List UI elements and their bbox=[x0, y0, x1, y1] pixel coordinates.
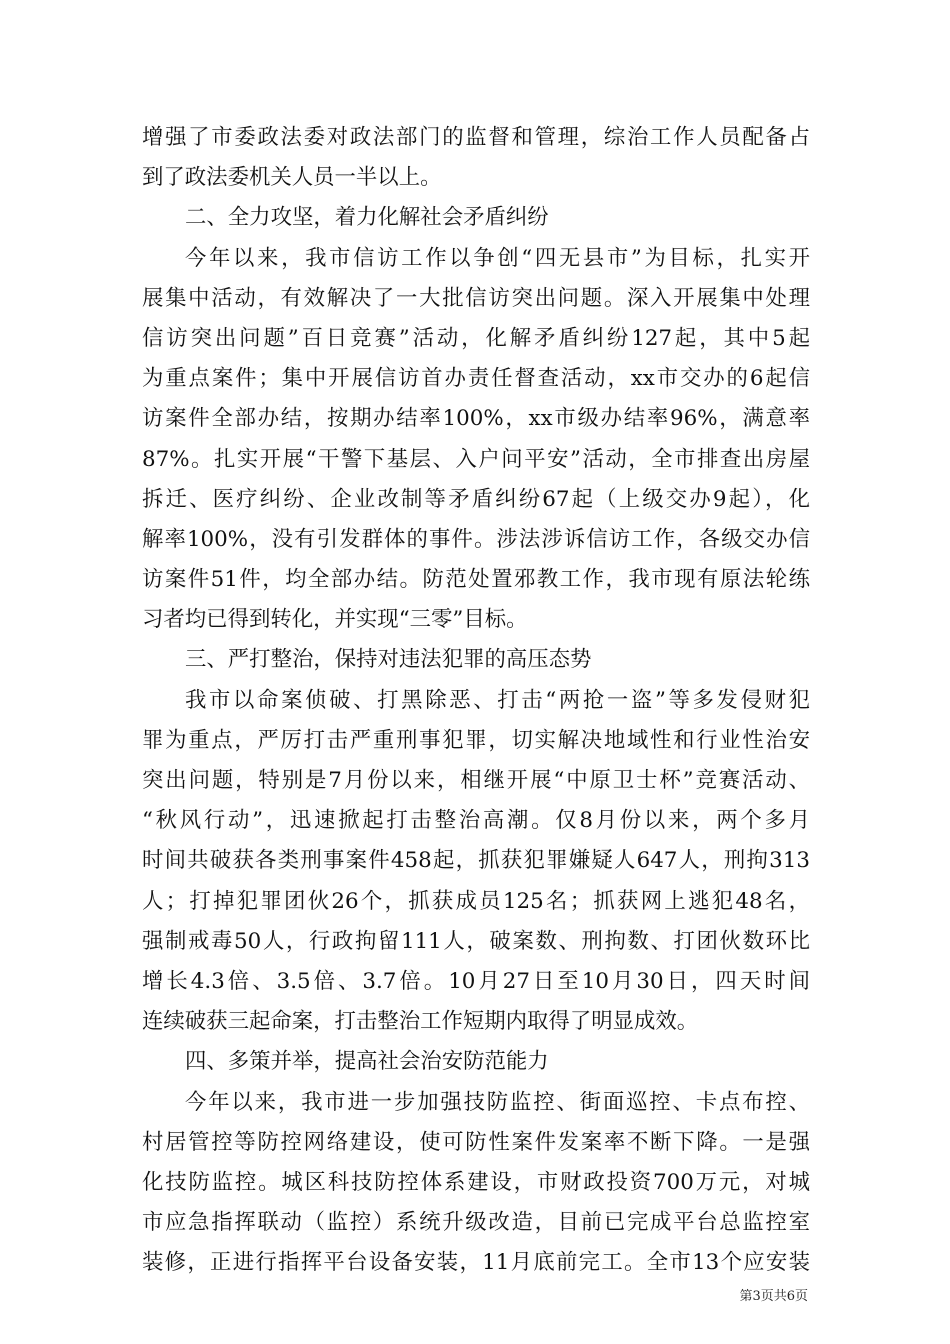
text-line: 我市以命案侦破、打黑除恶、打击“两抢一盗”等多发侵财犯 bbox=[185, 687, 810, 713]
text-line: 村居管控等防控网络建设，使可防性案件发案率不断下降。一是强 bbox=[142, 1129, 810, 1155]
text-line: 罪为重点，严厉打击严重刑事犯罪，切实解决地域性和行业性治安 bbox=[142, 727, 810, 753]
section-heading: 四、多策并举，提高社会治安防范能力 bbox=[185, 1049, 549, 1075]
page-number-label: 第3页共6页 bbox=[739, 1289, 808, 1304]
text-line: 增强了市委政法委对政法部门的监督和管理，综治工作人员配备占 bbox=[142, 125, 810, 150]
text-line: 为重点案件；集中开展信访首办责任督查活动，xx市交办的6起信 bbox=[142, 366, 810, 392]
text-line: 信访突出问题”百日竞赛”活动，化解矛盾纠纷127起，其中5起 bbox=[142, 325, 810, 351]
text-line: 今年以来，我市信访工作以争创“四无县市”为目标，扎实开 bbox=[185, 245, 810, 271]
text-line: 人；打掉犯罪团伙26个，抓获成员125名；抓获网上逃犯48名， bbox=[142, 888, 810, 914]
text-line: “秋风行动”，迅速掀起打击整治高潮。仅8月份以来，两个多月 bbox=[142, 808, 810, 834]
text-line: 装修，正进行指挥平台设备安装，11月底前完工。全市13个应安装 bbox=[142, 1250, 810, 1276]
text-line: 到了政法委机关人员一半以上。 bbox=[142, 165, 442, 191]
page-number bbox=[739, 1285, 808, 1304]
text-line: 今年以来，我市进一步加强技防监控、街面巡控、卡点布控、 bbox=[185, 1089, 810, 1115]
text-line: 强制戒毒50人，行政拘留111人，破案数、刑拘数、打团伙数环比 bbox=[142, 928, 810, 954]
text-line: 化技防监控。城区科技防控体系建设，市财政投资700万元，对城 bbox=[142, 1169, 810, 1195]
section-heading: 三、严打整治，保持对违法犯罪的高压态势 bbox=[185, 647, 592, 673]
text-line: 突出问题，特别是7月份以来，相继开展“中原卫士杯”竞赛活动、 bbox=[142, 768, 810, 793]
text-line: 解率100%，没有引发群体的事件。涉法涉诉信访工作，各级交办信 bbox=[142, 526, 810, 552]
text-line: 87%。扎实开展“干警下基层、入户问平安”活动，全市排查出房屋 bbox=[142, 446, 810, 472]
text-line: 时间共破获各类刑事案件458起，抓获犯罪嫌疑人647人，刑拘313 bbox=[142, 848, 810, 874]
text-line: 访案件全部办结，按期办结率100%，xx市级办结率96%，满意率 bbox=[142, 406, 810, 432]
text-line: 连续破获三起命案，打击整治工作短期内取得了明显成效。 bbox=[142, 1009, 699, 1035]
document-body bbox=[142, 118, 810, 1283]
text-line: 访案件51件，均全部办结。防范处置邪教工作，我市现有原法轮练 bbox=[142, 567, 810, 593]
text-line: 展集中活动，有效解决了一大批信访突出问题。深入开展集中处理 bbox=[142, 285, 810, 311]
text-line: 市应急指挥联动（监控）系统升级改造，目前已完成平台总监控室 bbox=[142, 1210, 810, 1236]
text-line: 习者均已得到转化，并实现“三零”目标。 bbox=[142, 607, 528, 633]
section-heading: 二、全力攻坚，着力化解社会矛盾纠纷 bbox=[185, 205, 549, 231]
text-line: 增长4.3倍、3.5倍、3.7倍。10月27日至10月30日，四天时间 bbox=[142, 968, 810, 994]
text-line: 拆迁、医疗纠纷、企业改制等矛盾纠纷67起（上级交办9起），化 bbox=[142, 486, 810, 512]
